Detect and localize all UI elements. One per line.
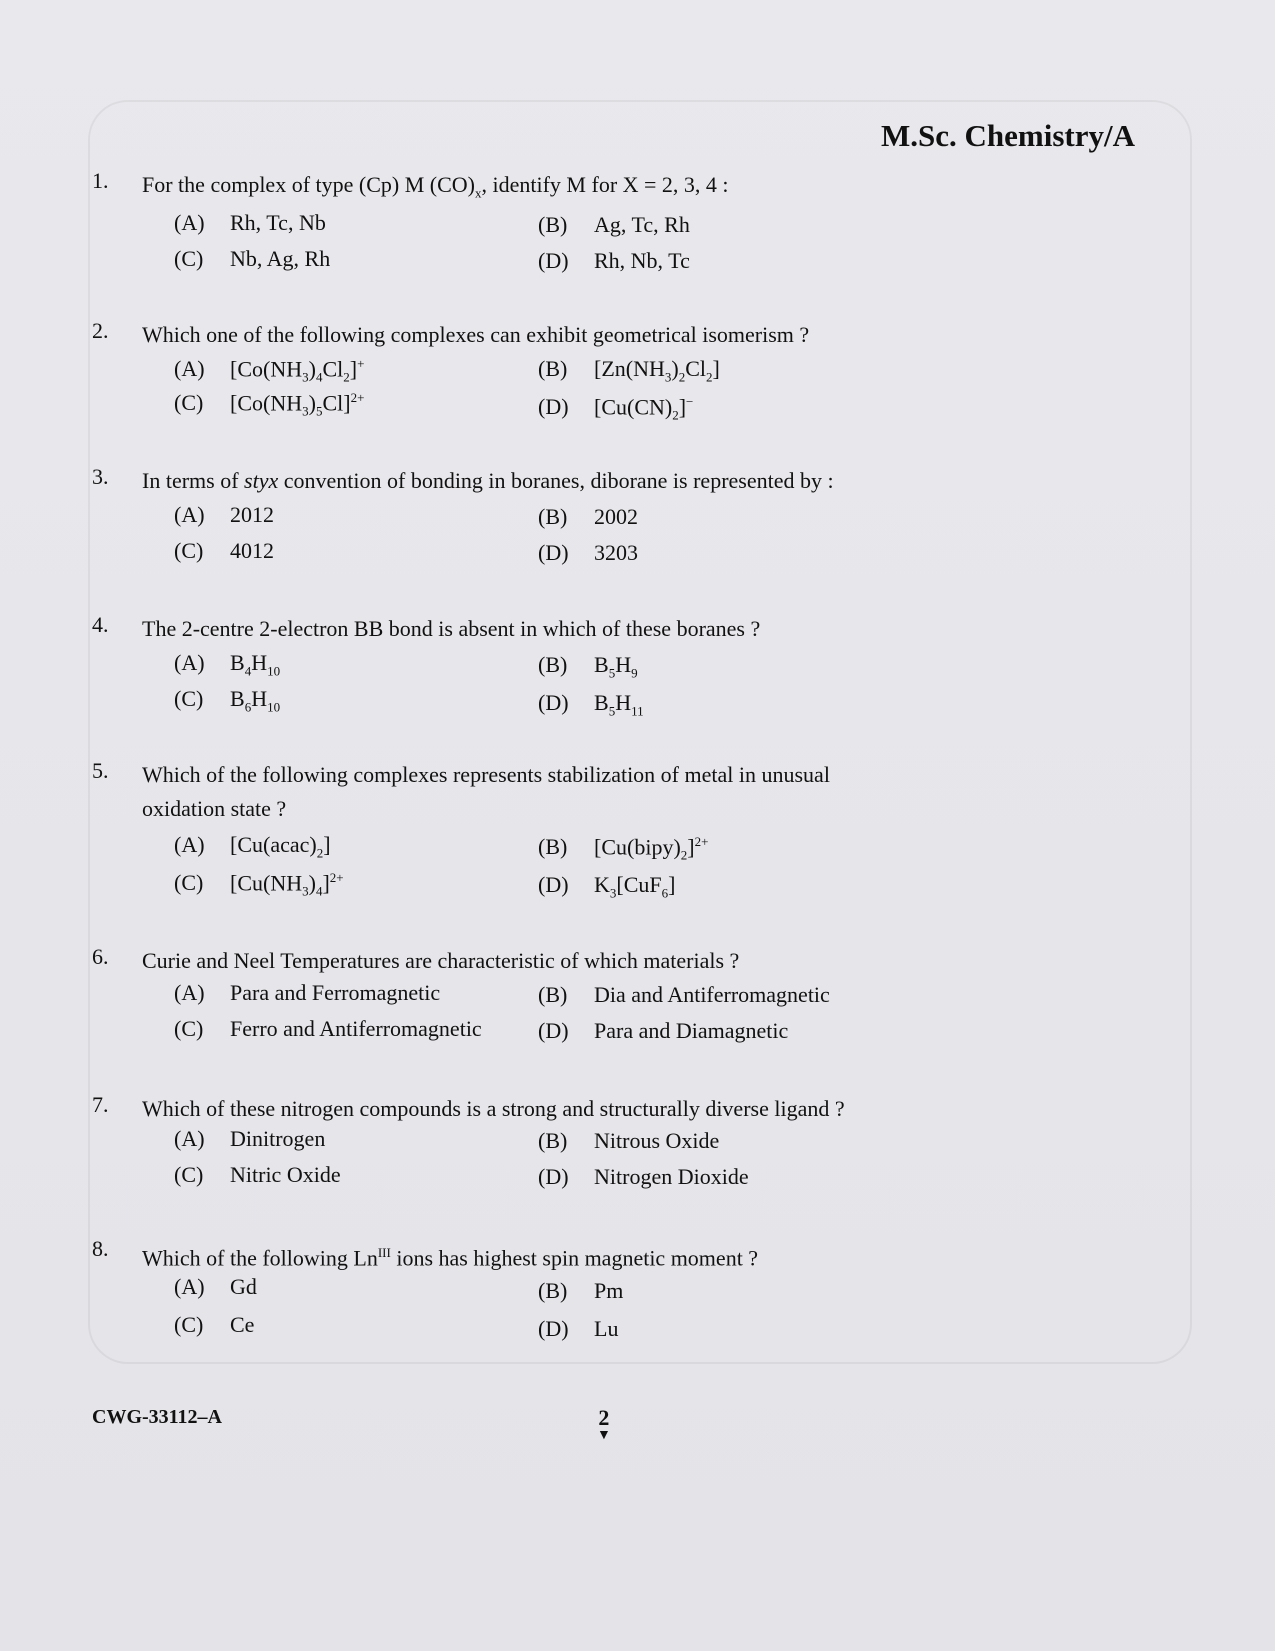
option-b: (B) Ag, Tc, Rh (538, 212, 690, 237)
question-number: 7. (92, 1092, 109, 1117)
option-c: (C) Nb, Ag, Rh (174, 246, 331, 271)
option-a: (A) $B_4H_{10}$ (174, 650, 281, 679)
option-d: (D) $K_3[CuF_6]$ (538, 872, 676, 901)
question-text: Curie and Neel Temperatures are characteristic of which materials ? (142, 948, 740, 973)
option-b: (B) Pm (538, 1278, 624, 1303)
question-text: The 2-centre 2-electron BB bond is absent in which of these boranes ? (142, 616, 761, 641)
option-a: (A) Gd (174, 1274, 257, 1299)
option-c: (C) Ferro and Antiferromagnetic (174, 1016, 482, 1041)
question-number: 5. (92, 758, 109, 783)
question-text: In terms of styx convention of bonding in boranes, diborane is represented by : (142, 468, 834, 493)
option-b: (B) $[Zn(NH_3)_2Cl_2]$ (538, 356, 720, 385)
option-d: (D) Nitrogen Dioxide (538, 1164, 749, 1189)
option-a: (A) $[Cu(acac)_2]$ (174, 832, 331, 861)
option-d: (D) $[Cu(CN)_2]^-$ (538, 394, 694, 423)
option-c: (C) 4012 (174, 538, 274, 563)
option-d: (D) Para and Diamagnetic (538, 1018, 789, 1043)
option-c: (C) Nitric Oxide (174, 1162, 341, 1187)
option-b: (B) Dia and Antiferromagnetic (538, 982, 830, 1007)
option-b: (B) $[Cu(bipy)_2]^{2+}$ (538, 834, 709, 863)
question-text: Which of the following complexes represents stabilization of metal in unusual oxidation state ? (142, 762, 830, 821)
option-c: (C) $B_6H_{10}$ (174, 686, 281, 715)
option-b: (B) $B_5H_9$ (538, 652, 638, 681)
page-title: M.Sc. Chemistry/A (881, 118, 1135, 153)
question-number: 2. (92, 318, 109, 343)
option-d: (D) Lu (538, 1316, 619, 1341)
option-c: (C) Ce (174, 1312, 255, 1337)
question-number: 1. (92, 168, 109, 193)
question-text: Which of the following $Ln^{III}$ ions has highest spin magnetic moment ? (142, 1245, 759, 1271)
question-text: Which of these nitrogen compounds is a strong and structurally diverse ligand ? (142, 1096, 845, 1121)
question-number: 8. (92, 1236, 109, 1261)
booklet-code: CWG-33112–A (92, 1406, 222, 1428)
option-d: (D) $B_5H_{11}$ (538, 690, 644, 719)
question-number: 6. (92, 944, 109, 969)
down-arrow-icon: ▼ (597, 1428, 611, 1443)
option-a: (A) Dinitrogen (174, 1126, 326, 1151)
option-a: (A) $[Co(NH_3)_4Cl_2]^+$ (174, 356, 365, 385)
option-c: (C) $[Cu(NH_3)_4]^{2+}$ (174, 870, 344, 899)
option-b: (B) 2002 (538, 504, 638, 529)
question-text: For the complex of type (Cp) M $(CO)_x$, identify M for X = 2, 3, 4 : (142, 172, 729, 201)
option-a: (A) Rh, Tc, Nb (174, 210, 326, 235)
option-d: (D) 3203 (538, 540, 638, 565)
option-a: (A) Para and Ferromagnetic (174, 980, 441, 1005)
option-d: (D) Rh, Nb, Tc (538, 248, 690, 273)
option-c: (C) $[Co(NH_3)_5Cl]^{2+}$ (174, 390, 365, 419)
option-b: (B) Nitrous Oxide (538, 1128, 720, 1153)
question-number: 4. (92, 612, 109, 637)
page-number: 2 ▼ (597, 1405, 611, 1443)
question-number: 3. (92, 464, 109, 489)
question-text: Which one of the following complexes can exhibit geometrical isomerism ? (142, 322, 810, 347)
option-a: (A) 2012 (174, 502, 274, 527)
